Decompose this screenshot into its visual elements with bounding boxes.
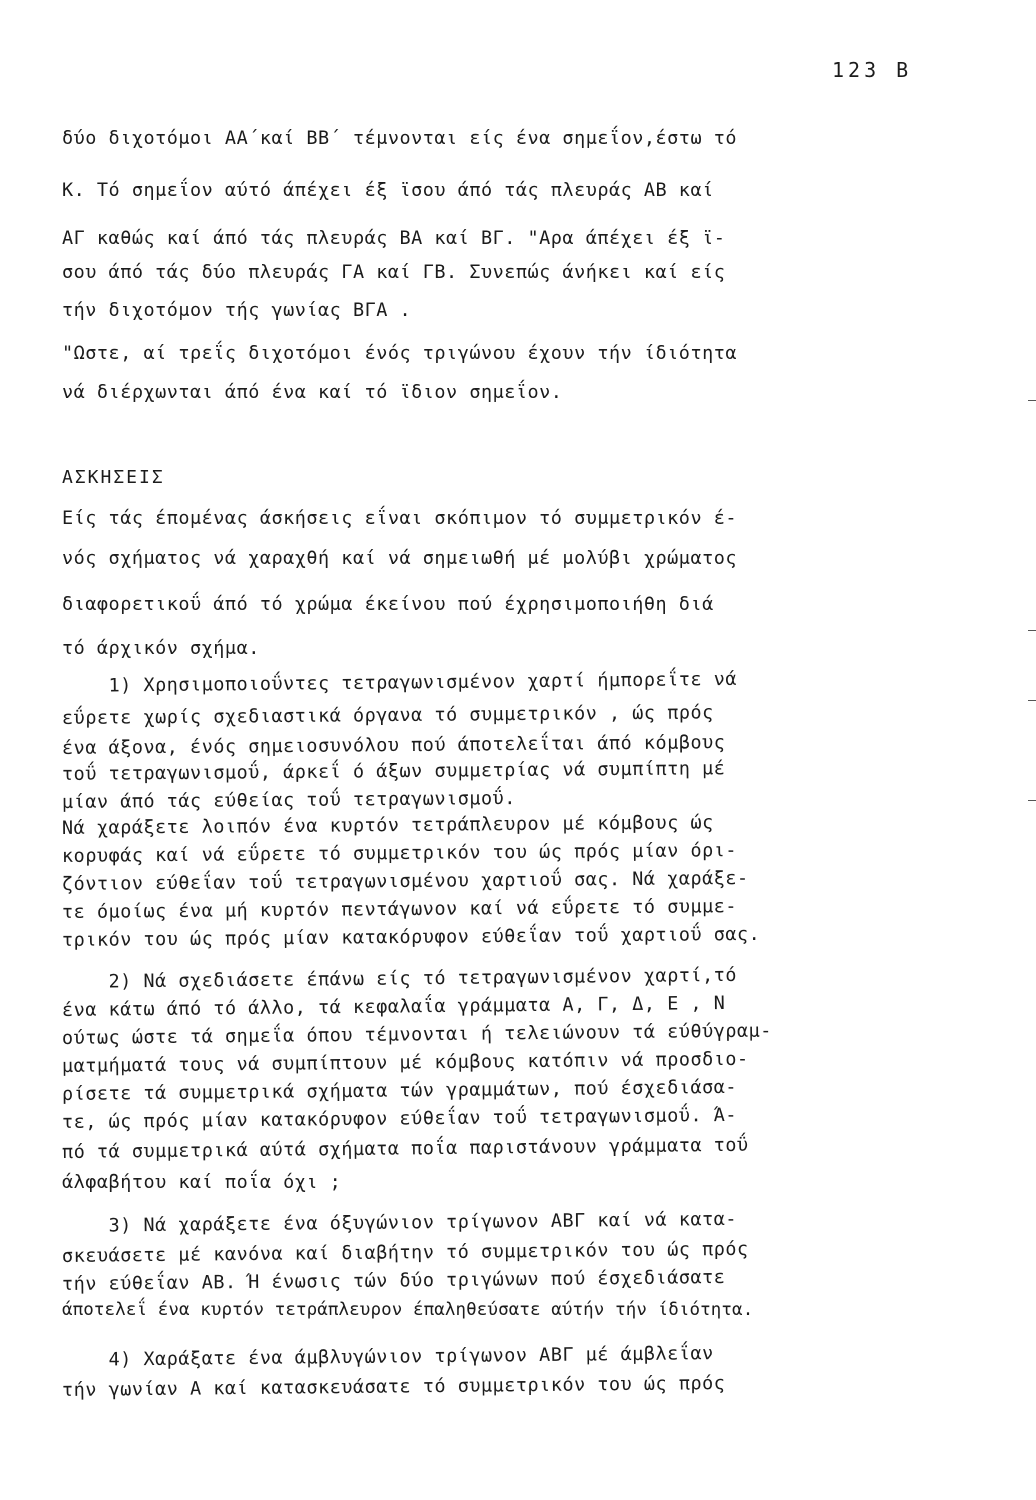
page-number: 123 B — [832, 58, 913, 82]
text-line: ΑΓ καθώς καί άπό τάς πλευράς ΒΑ καί ΒΓ. "Αρα άπέχει έξ ϊ- — [62, 228, 726, 249]
exercise-2-line: ρίσετε τά συμμετρικά σχήματα τών γραμμάτων, πού έσχεδιάσα- — [61, 1076, 738, 1105]
text-line: "Ωστε, αί τρεΐς διχοτόμοι ένός τριγώνου έχουν τήν ίδιότητα — [62, 343, 738, 364]
text-line: νός σχήματος νά χαραχθή καί νά σημειωθή μέ μολύβι χρώματος — [62, 548, 738, 569]
exercise-1-line: ένα άξονα, ένός σημειοσυνόλου πού άποτελεΐται άπό κόμβους — [61, 732, 726, 759]
text-line: νά διέρχωνται άπό ένα καί τό ϊδιον σημεΐον. — [62, 382, 563, 403]
text-line: τό άρχικόν σχήμα. — [62, 638, 260, 659]
scan-mark — [1028, 700, 1036, 701]
exercise-4-line: 4) Χαράξατε ένα άμβλυγώνιον τρίγωνον ΑΒΓ μέ άμβλεΐαν — [61, 1343, 714, 1371]
scan-mark — [1028, 400, 1036, 401]
exercise-1-line: τρικόν του ώς πρός μίαν κατακόρυφον εύθεΐαν τοΰ χαρτιοΰ σας. — [61, 923, 761, 951]
scan-mark — [1028, 800, 1036, 801]
exercise-2-line: ένα κάτω άπό τό άλλο, τά κεφαλαΐα γράμματα Α, Γ, Δ, Ε , Ν — [61, 993, 726, 1021]
text-line: σου άπό τάς δύο πλευράς ΓΑ καί ΓΒ. Συνεπώς άνήκει καί είς — [62, 262, 726, 283]
exercise-2-line: τε, ώς πρός μίαν κατακόρυφον εύθεΐαν τοΰ τετραγωνισμοΰ. Ά- — [61, 1104, 738, 1133]
text-line: διαφορετικοΰ άπό τό χρώμα έκείνου πού έχρησιμοποιήθη διά — [62, 594, 714, 615]
exercise-2-line: 2) Νά σχεδιάσετε έπάνω είς τό τετραγωνισμένον χαρτί,τό — [61, 964, 738, 993]
exercise-2-line: άλφαβήτου καί ποΐα όχι ; — [62, 1172, 342, 1193]
text-line: Κ. Τό σημεΐον αύτό άπέχει έξ ϊσου άπό τάς πλευράς ΑΒ καί — [62, 180, 714, 201]
exercise-1-line: τε όμοίως ένα μή κυρτόν πεντάγωνον καί νά εΰρετε τό συμμε- — [61, 896, 738, 923]
exercise-3-line: σκευάσετε μέ κανόνα καί διαβήτην τό συμμετρικόν του ώς πρός — [61, 1238, 749, 1267]
exercise-3-line: άποτελεΐ ένα κυρτόν τετράπλευρον έπαληθεύσατε αύτήν τήν ίδιότητα. — [62, 1300, 754, 1320]
exercise-1-line: μίαν άπό τάς εύθείας τοΰ τετραγωνισμοΰ. — [61, 788, 516, 813]
exercise-1-line: Νά χαράξετε λοιπόν ένα κυρτόν τετράπλευρον μέ κόμβους ώς — [61, 812, 714, 839]
text-line: τήν διχοτόμον τής γωνίας ΒΓΑ . — [62, 300, 412, 321]
exercise-4-line: τήν γωνίαν Α καί κατασκευάσατε τό συμμετρικόν του ώς πρός — [61, 1373, 726, 1401]
text-line: Είς τάς έπομένας άσκήσεις εΐναι σκόπιμον τό συμμετρικόν έ- — [62, 508, 738, 529]
exercise-3-line: 3) Νά χαράξετε ένα όξυγώνιον τρίγωνον ΑΒΓ καί νά κατα- — [61, 1208, 738, 1237]
exercise-1-line: εΰρετε χωρίς σχεδιαστικά όργανα τό συμμετρικόν , ώς πρός — [61, 702, 714, 729]
exercise-3-line: τήν εύθεΐαν ΑΒ. Ή ένωσις τών δύο τριγώνων πού έσχεδιάσατε — [61, 1267, 726, 1295]
exercise-1-line: 1) Χρησιμοποιοΰντες τετραγωνισμένον χαρτί ήμπορεΐτε νά — [61, 668, 738, 697]
exercise-1-line: ζόντιον εύθεΐαν τοΰ τετραγωνισμένου χαρτιοΰ σας. Νά χαράξε- — [61, 868, 749, 895]
scan-mark — [1028, 630, 1036, 631]
section-heading: ΑΣΚΗΣΕΙΣ — [62, 467, 165, 488]
exercise-2-line: πό τά συμμετρικά αύτά σχήματα ποΐα παριστάνουν γράμματα τοΰ — [61, 1134, 749, 1163]
exercise-2-line: ματμήματά τους νά συμπίπτουν μέ κόμβους κατόπιν νά προσδιο- — [61, 1048, 749, 1077]
text-line: δύο διχοτόμοι ΑΑ΄καί ΒΒ΄ τέμνονται είς ένα σημεΐον,έστω τό — [62, 128, 738, 149]
exercise-1-line: κορυφάς καί νά εΰρετε τό συμμετρικόν του ώς πρός μίαν όρι- — [61, 840, 738, 867]
exercise-1-line: τοΰ τετραγωνισμοΰ, άρκεΐ ό άξων συμμετρίας νά συμπίπτη μέ — [61, 758, 726, 785]
exercise-2-line: ούτως ώστε τά σημεΐα όπου τέμνονται ή τελειώνουν τά εύθύγραμ- — [61, 1020, 772, 1049]
